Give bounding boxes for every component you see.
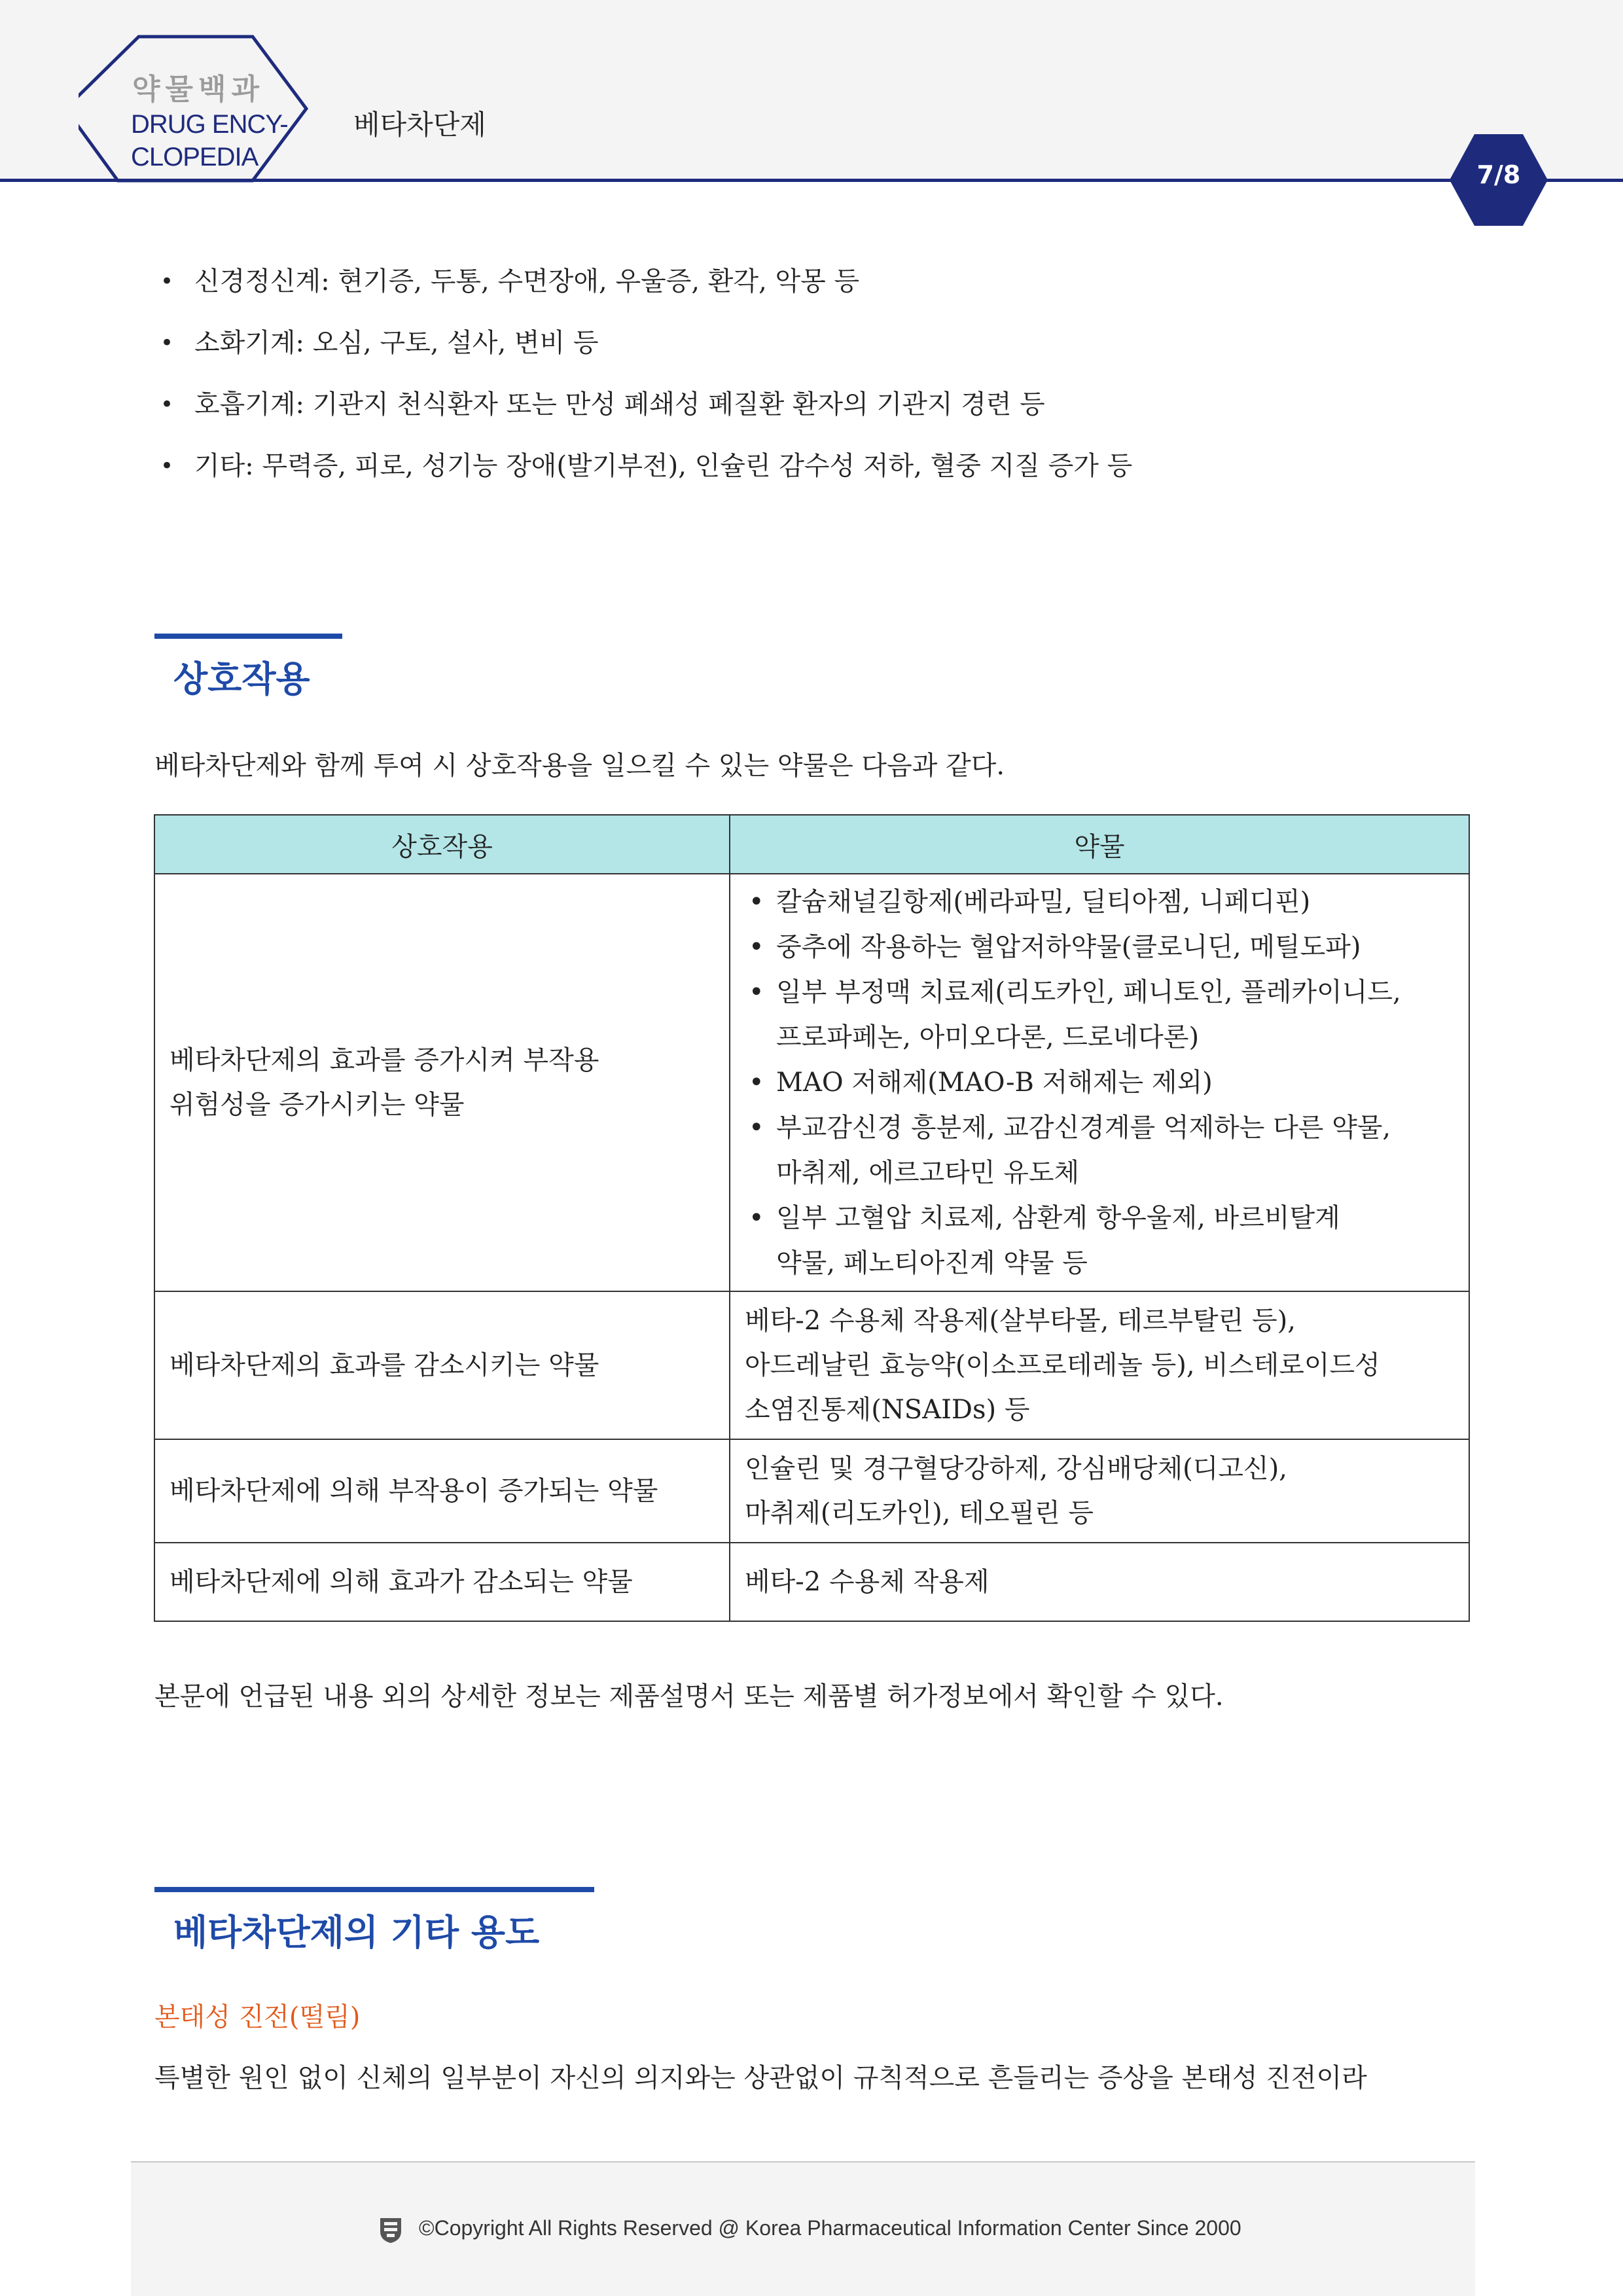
section-bar — [154, 634, 342, 639]
logo-english: DRUG ENCY- CLOPEDIA — [131, 110, 288, 171]
list-item: • 일부 고혈압 치료제, 삼환계 항우울제, 바르비탈계 약물, 페노티아진계 약물 등 — [745, 1196, 1454, 1286]
list-item: • MAO 저해제(MAO-B 저해제는 제외) — [745, 1060, 1454, 1105]
list-item: • 중추에 작용하는 혈압저하약물(클로니딘, 메틸도파) — [745, 925, 1454, 970]
list-item: • 부교감신경 흥분제, 교감신경계를 억제하는 다른 약물, 마취제, 에르고타민 유도체 — [745, 1105, 1454, 1196]
copyright-text: ©Copyright All Rights Reserved @ Korea Pharmaceutical Information Center Since 2000 — [419, 2216, 1241, 2240]
section-bar — [154, 1887, 594, 1892]
table-row — [154, 1291, 1469, 1439]
effect-cell: 베타차단제의 효과를 증가시켜 부작용 위험성을 증가시키는 약물 — [154, 874, 730, 1291]
drug-cell: 인슐린 및 경구혈당강하제, 강심배당체(디고신), 마취제(리도카인), 테오필린 등 — [730, 1439, 1469, 1543]
section-title-other-uses: 베타차단제의 기타 용도 — [173, 1912, 540, 1953]
section-title-interactions: 상호작용 — [173, 658, 310, 700]
drug-cell: 베타-2 수용체 작용제 — [730, 1543, 1469, 1621]
drug-cell — [730, 874, 1469, 1291]
column-header-drug: 약물 — [730, 815, 1469, 874]
other-uses-paragraph: 특별한 원인 없이 신체의 일부분이 자신의 의지와는 상관없이 규칙적으로 흔들리는 증상을 본태성 진전이라 — [154, 2063, 1367, 2093]
table-row — [154, 874, 1469, 1291]
list-item: • 칼슘채널길항제(베라파밀, 딜티아젬, 니페디핀) — [745, 880, 1454, 925]
effect-cell: 베타차단제에 의해 부작용이 증가되는 약물 — [154, 1439, 730, 1543]
interactions-note: 본문에 언급된 내용 외의 상세한 정보는 제품설명서 또는 제품별 허가정보에서 확인할 수 있다. — [154, 1681, 1224, 1712]
list-item: • 일부 부정맥 치료제(리도카인, 페니토인, 플레카이니드, 프로파페논, 아미오다론, 드로네다론) — [745, 970, 1454, 1060]
document-title: 베타차단제 — [353, 109, 486, 141]
logo-korean: 약물백과 — [132, 73, 265, 106]
effect-cell: 베타차단제에 의해 효과가 감소되는 약물 — [154, 1543, 730, 1621]
drug-cell: 베타-2 수용체 작용제(살부타몰, 테르부탈린 등), 아드레날린 효능약(이소프로테레놀 등), 비스테로이드성 소염진통제(NSAIDs) 등 — [730, 1291, 1469, 1439]
page-number: 7/8 — [1476, 160, 1521, 189]
table-row — [154, 1543, 1469, 1621]
effect-cell: 베타차단제의 효과를 감소시키는 약물 — [154, 1291, 730, 1439]
interactions-intro: 베타차단제와 함께 투여 시 상호작용을 일으킬 수 있는 약물은 다음과 같다. — [154, 751, 1005, 781]
emblem-icon — [378, 2215, 404, 2244]
table-header-row — [154, 815, 1469, 874]
interactions-table — [154, 814, 1470, 1622]
sub-heading-essential-tremor: 본태성 진전(떨림) — [154, 2002, 361, 2032]
column-header-effect: 상호작용 — [154, 815, 730, 874]
table-row — [154, 1439, 1469, 1543]
